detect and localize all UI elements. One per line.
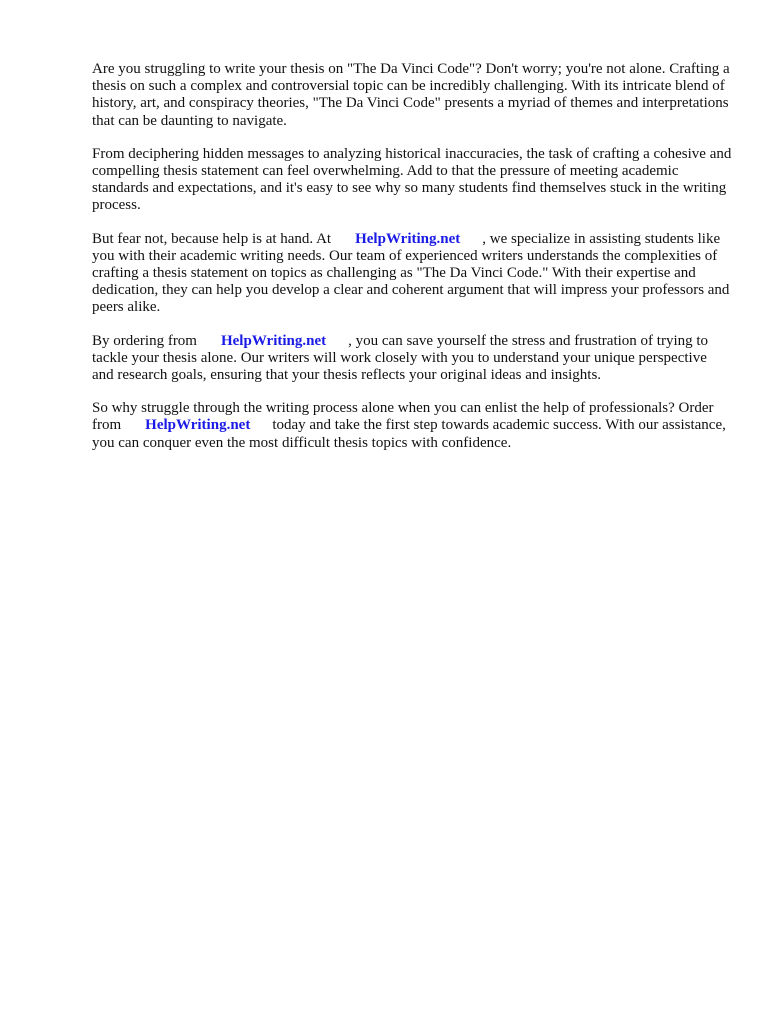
paragraph-challenges: From deciphering hidden messages to analyzing historical inaccuracies, the task of crafting a cohesive and compelling thesis statement can feel overwhelming. Add to that the pressure of meeting academic standards and expectations, and it's easy to see why so many students find themselves stuck in the writing process. bbox=[92, 145, 732, 214]
paragraph-intro: Are you struggling to write your thesis on "The Da Vinci Code"? Don't worry; you're not alone. Crafting a thesis on such a complex and controversial topic can be incredibly challenging. With its intricate blend of history, art, and conspiracy theories, "The Da Vinci Code" presents a myriad of themes and interpretations that can be daunting to navigate. bbox=[92, 61, 730, 129]
paragraph-ordering-text-before: By ordering from bbox=[92, 332, 197, 349]
paragraph-help-text-before: But fear not, because help is at hand. At bbox=[92, 230, 332, 247]
paragraph-ordering-text-after: , you can save yourself the stress and frustration of trying to tackle your thesis alone. Our writers will work closely with you to understand your unique perspective and research goals, ensuring that your thesis reflects your original ideas and insights. bbox=[92, 332, 709, 384]
paragraph-closing-text-after: today and take the first step towards academic success. With our assistance, you can conquer even the most difficult thesis topics with confidence. bbox=[92, 417, 726, 451]
document-body bbox=[92, 61, 732, 468]
paragraph-help bbox=[92, 231, 732, 317]
paragraph-closing bbox=[92, 400, 732, 452]
helpwriting-link-2[interactable]: HelpWriting.net bbox=[220, 332, 327, 349]
helpwriting-link-3[interactable]: HelpWriting.net bbox=[145, 417, 251, 434]
paragraph-help-text-after: , we specialize in assisting students like you with their academic writing needs. Our team of experienced writers understands the complexities of crafting a thesis statement on topics as challenging as "The Da Vinci Code." With their expertise and dedication, they can help you develop a clear and coherent argument that will impress your professors and peers alike. bbox=[92, 230, 730, 316]
paragraph-ordering bbox=[92, 333, 732, 385]
paragraph-closing-text-before: So why struggle through the writing process alone when you can enlist the help of professionals? Order from bbox=[92, 400, 714, 434]
helpwriting-link-1[interactable]: HelpWriting.net bbox=[355, 230, 461, 247]
